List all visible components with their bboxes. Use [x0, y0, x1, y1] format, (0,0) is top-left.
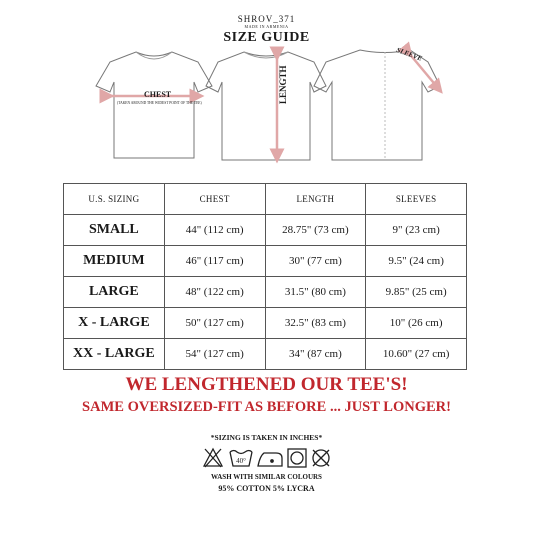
header-sleeves: SLEEVES — [366, 184, 467, 215]
sleeves-cell: 9" (23 cm) — [366, 215, 467, 246]
size-cell: X - LARGE — [64, 308, 165, 339]
size-cell: MEDIUM — [64, 246, 165, 277]
chest-cell: 46" (117 cm) — [164, 246, 265, 277]
size-cell: LARGE — [64, 277, 165, 308]
length-cell: 30" (77 cm) — [265, 246, 366, 277]
sleeves-cell: 9.5" (24 cm) — [366, 246, 467, 277]
fabric-composition: 95% COTTON 5% LYCRA — [218, 484, 315, 493]
no-dry-clean-icon — [313, 450, 329, 466]
promo-headline: WE LENGTHENED OUR TEE'S! — [125, 374, 408, 395]
wash-instructions: WASH WITH SIMILAR COLOURS — [211, 473, 322, 481]
sleeves-cell: 9.85" (25 cm) — [366, 277, 467, 308]
table-row — [64, 215, 467, 246]
header-us-sizing: U.S. SIZING — [64, 184, 165, 215]
chest-cell: 54" (127 cm) — [164, 339, 265, 370]
tumble-dry-icon — [288, 449, 306, 467]
chest-cell: 48" (122 cm) — [164, 277, 265, 308]
wash-temp-label: 40° — [236, 457, 246, 465]
wash-40-icon — [230, 451, 252, 467]
table-header-row — [64, 184, 467, 215]
no-bleach-icon — [204, 449, 222, 467]
chest-cell: 50" (127 cm) — [164, 308, 265, 339]
sleeve-label: SLEEVE — [395, 46, 424, 63]
size-table — [63, 183, 467, 370]
table-row — [64, 308, 467, 339]
care-icons — [202, 446, 332, 470]
page-title: SIZE GUIDE — [223, 30, 310, 45]
length-cell: 32.5" (83 cm) — [265, 308, 366, 339]
chest-label: CHEST — [144, 90, 172, 99]
length-cell: 28.75" (73 cm) — [265, 215, 366, 246]
length-cell: 31.5" (80 cm) — [265, 277, 366, 308]
table-row — [64, 339, 467, 370]
sleeves-cell: 10" (26 cm) — [366, 308, 467, 339]
header-length: LENGTH — [265, 184, 366, 215]
table-row — [64, 277, 467, 308]
tshirt-illustrations — [0, 0, 533, 180]
promo-subline: SAME OVERSIZED-FIT AS BEFORE ... JUST LONGER! — [82, 399, 451, 415]
header-chest: CHEST — [164, 184, 265, 215]
made-in-label: MADE IN ARMENIA — [244, 24, 289, 29]
sleeves-cell: 10.60" (27 cm) — [366, 339, 467, 370]
table-row — [64, 246, 467, 277]
size-cell: XX - LARGE — [64, 339, 165, 370]
chest-note: (TAKEN AROUND THE WIDEST POINT OF THE TEE) — [117, 101, 202, 105]
length-cell: 34" (87 cm) — [265, 339, 366, 370]
chest-cell: 44" (112 cm) — [164, 215, 265, 246]
brand-name: SHROV_371 — [237, 14, 296, 24]
front-tee-drawing — [96, 52, 212, 158]
length-label: LENGTH — [278, 65, 288, 104]
size-cell: SMALL — [64, 215, 165, 246]
side-tee-drawing — [206, 52, 326, 160]
sizing-note: *SIZING IS TAKEN IN INCHES* — [210, 433, 323, 442]
iron-low-icon — [258, 453, 282, 466]
